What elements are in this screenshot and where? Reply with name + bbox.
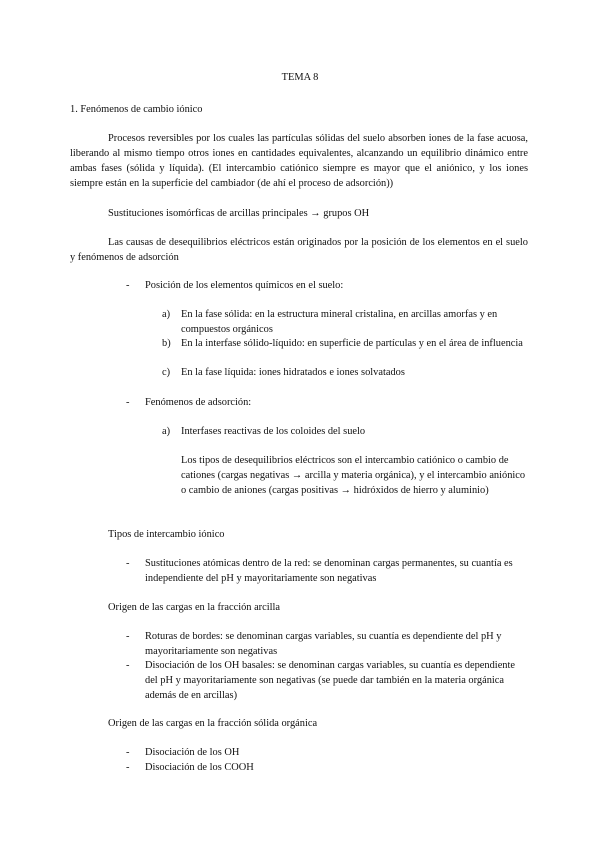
list-item xyxy=(126,745,528,760)
list-item xyxy=(162,307,528,337)
list-text: Disociación de los COOH xyxy=(145,762,254,773)
list-text: Disociación de los OH xyxy=(145,747,240,758)
dash-marker: - xyxy=(126,631,130,642)
list-text: Interfases reactivas de los coloides del suelo xyxy=(181,426,366,437)
bullet-text: Fenómenos de adsorción: xyxy=(145,397,252,408)
dash-marker: - xyxy=(126,762,130,773)
list-item xyxy=(126,629,528,659)
list-text: En la fase líquida: iones hidratados e iones solvatados xyxy=(181,367,405,378)
heading-organic: Origen de las cargas en la fracción sólida orgánica xyxy=(108,718,318,729)
dash-marker: - xyxy=(126,280,130,291)
dash-marker: - xyxy=(126,397,130,408)
list-text: Sustituciones atómicas dentro de la red: se denominan cargas permanentes, su cuantía es independiente del pH y mayoritariamente son negativas xyxy=(145,558,513,584)
bullet-position xyxy=(126,278,528,293)
dash-marker: - xyxy=(126,660,130,671)
list-text: En la interfase sólido-líquido: en superficie de partículas y en el área de influencia xyxy=(181,338,523,349)
adsorption-paragraph: Los tipos de desequilibrios eléctricos son el intercambio catiónico o cambio de cationes (cargas negativas → arcilla y materia orgánica), y el intercambio aniónico o cambio de aniones (cargas positivas → hidróxidos de hierro y aluminio) xyxy=(181,455,526,496)
list-text: Disociación de los OH basales: se denominan cargas variables, su cuantía es dependiente del pH y mayoritariamente son negativas (se puede dar también en la materia orgánica además de en arcillas) xyxy=(145,660,515,701)
heading-clay: Origen de las cargas en la fracción arcilla xyxy=(108,602,281,613)
list-item xyxy=(126,760,528,775)
list-text: Roturas de bordes: se denominan cargas variables, su cuantía es dependiente del pH y mayoritariamente son negativas xyxy=(145,631,502,657)
list-label: a) xyxy=(162,426,171,437)
intro-paragraph: Procesos reversibles por los cuales las partículas sólidas del suelo absorben iones de la fase acuosa, liberando al mismo tiempo otros iones en cantidades equivalentes, alcanzando un equilibrio dinámico entre ambas fases (sólida y líquida). (El intercambio catiónico siempre es mayor que el aniónico, y los iones siempre están en la superficie del cambiador (de ahí el proceso de adsorción)) xyxy=(70,133,528,189)
list-item xyxy=(126,658,528,703)
list-item xyxy=(162,424,528,439)
heading-types: Tipos de intercambio iónico xyxy=(108,529,225,540)
section-heading: 1. Fenómenos de cambio iónico xyxy=(70,104,203,115)
list-label: c) xyxy=(162,367,171,378)
list-text: En la fase sólida: en la estructura mineral cristalina, en arcillas amorfas y en compuestos orgánicos xyxy=(181,309,498,335)
dash-marker: - xyxy=(126,558,130,569)
list-item xyxy=(162,365,528,380)
page-title: TEMA 8 xyxy=(281,72,319,83)
causes-paragraph: Las causas de desequilibrios eléctricos están originados por la posición de los elementos en el suelo y fenómenos de adsorción xyxy=(70,237,528,263)
list-item xyxy=(126,556,528,586)
bullet-adsorption xyxy=(126,395,528,410)
bullet-text: Posición de los elementos químicos en el suelo: xyxy=(145,280,344,291)
substitutions-line: Sustituciones isomórficas de arcillas principales → grupos OH xyxy=(108,208,370,219)
list-item xyxy=(162,336,528,351)
dash-marker: - xyxy=(126,747,130,758)
list-label: a) xyxy=(162,309,171,320)
list-label: b) xyxy=(162,338,171,349)
